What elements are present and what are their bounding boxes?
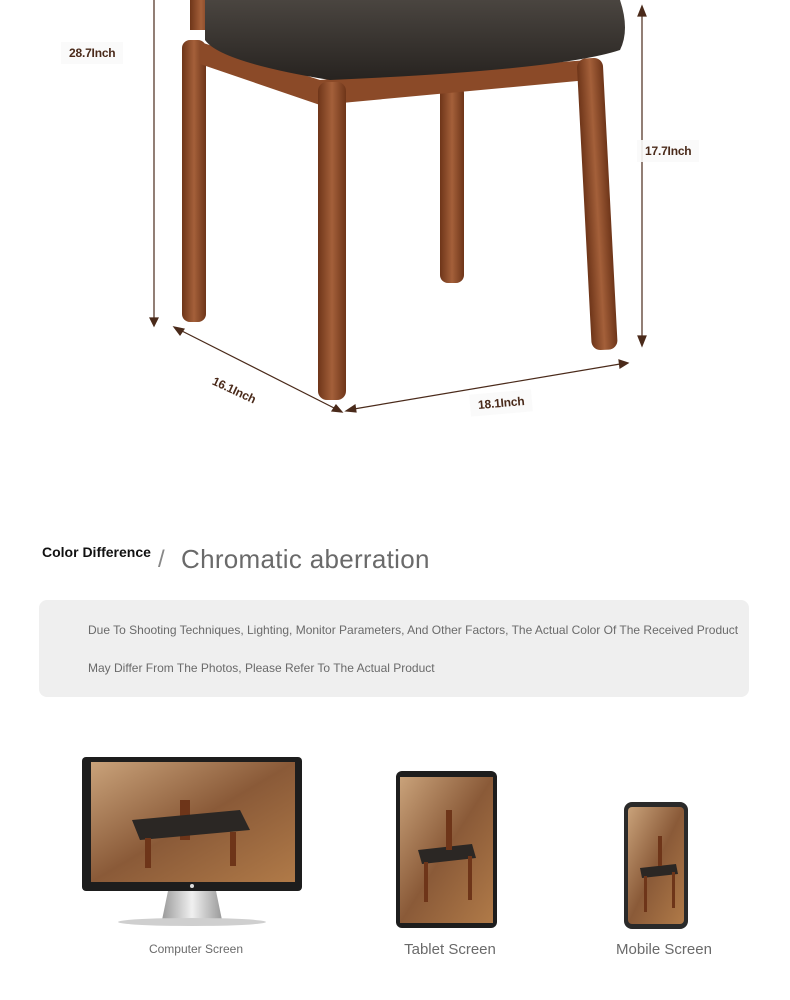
dimension-depth-label: 16.1Inch [210,374,259,407]
rear-leg-left [182,40,206,322]
color-notice-box [39,600,749,697]
rear-leg-right [440,85,464,283]
tablet-screen-icon [396,771,497,928]
title-separator: / [158,546,165,573]
front-leg-left [318,82,346,400]
dimension-height-label: 28.7Inch [61,42,123,64]
notice-line-2: May Differ From The Photos, Please Refer To The Actual Product [88,661,435,675]
computer-screen-label: Computer Screen [148,942,244,956]
dimension-width-label: 18.1Inch [469,389,533,416]
mobile-screen-label: Mobile Screen [616,941,712,958]
dim-line-depth [176,328,340,411]
computer-screen-icon [82,757,302,926]
device-illustrations [0,740,790,940]
front-leg-right [577,58,618,351]
section-title: Color Difference [42,544,151,560]
section-subtitle: Chromatic aberration [181,544,430,574]
notice-line-1: Due To Shooting Techniques, Lighting, Monitor Parameters, And Other Factors, The Actual Color Of The Received Product [88,623,739,637]
mobile-screen-icon [624,802,688,929]
chair-illustration [0,0,790,480]
tablet-screen-label: Tablet Screen [404,941,496,958]
dimension-seat-height-label: 17.7Inch [637,140,699,162]
